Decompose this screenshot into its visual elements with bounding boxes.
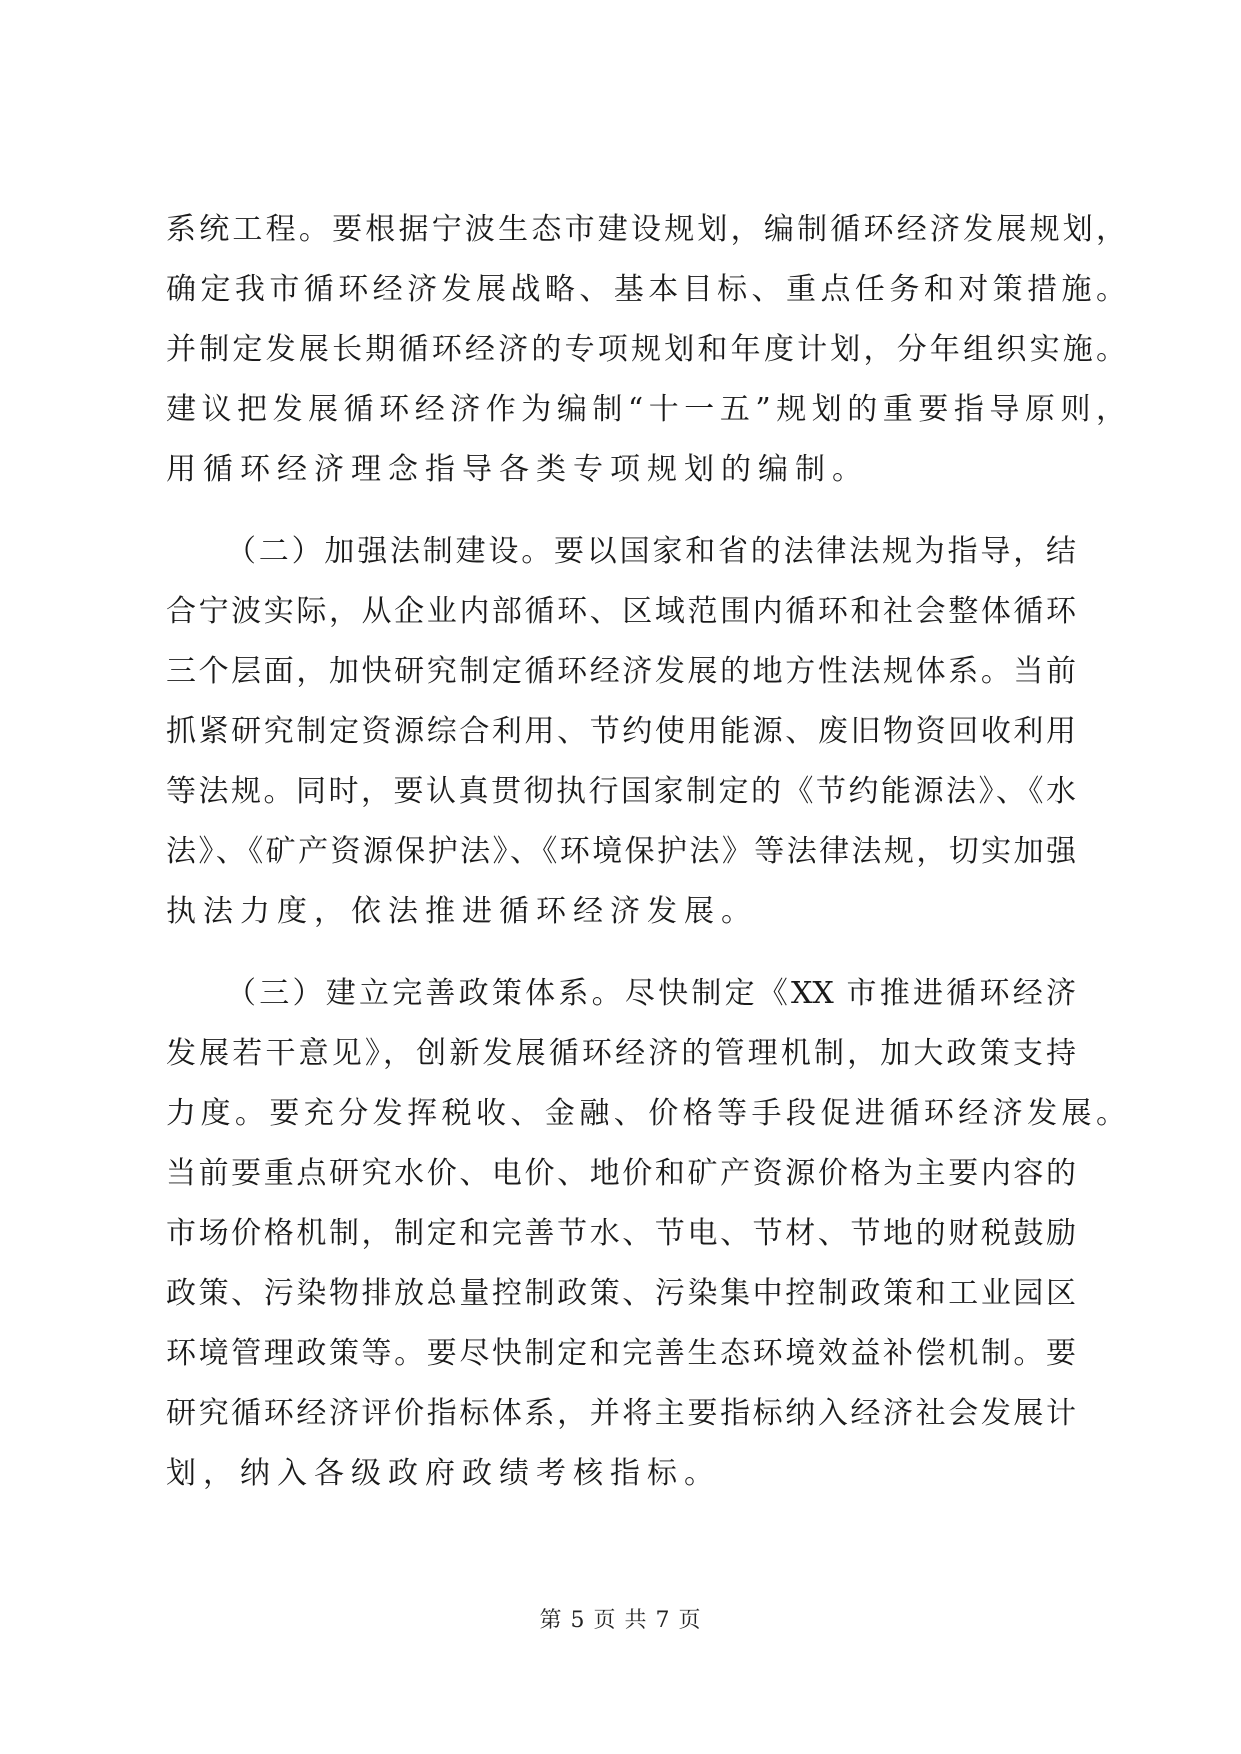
- paragraph-line: 三个层面，加快研究制定循环经济发展的地方性法规体系。当前: [166, 654, 1076, 689]
- paragraph-line: 等法规。同时，要认真贯彻执行国家制定的《节约能源法》、《水: [166, 774, 1076, 809]
- paragraph-line: （三）建立完善政策体系。尽快制定《XX 市推进循环经济: [226, 976, 1076, 1011]
- paragraph-line: （二）加强法制建设。要以国家和省的法律法规为指导，结: [226, 534, 1076, 569]
- paragraph-line: 力度。要充分发挥税收、金融、价格等手段促进循环经济发展。: [166, 1096, 1126, 1131]
- paragraph-line: 当前要重点研究水价、电价、地价和矿产资源价格为主要内容的: [166, 1156, 1076, 1191]
- paragraph-line: 市场价格机制，制定和完善节水、节电、节材、节地的财税鼓励: [166, 1216, 1076, 1251]
- paragraph-line: 并制定发展长期循环经济的专项规划和年度计划，分年组织实施。: [166, 332, 1126, 367]
- paragraph-line: 执法力度，依法推进循环经济发展。: [166, 894, 758, 929]
- paragraph-line: 用循环经济理念指导各类专项规划的编制。: [166, 452, 869, 487]
- paragraph-line: 法》、《矿产资源保护法》、《环境保护法》等法律法规，切实加强: [166, 834, 1076, 869]
- paragraph-line: 划，纳入各级政府政绩考核指标。: [166, 1456, 721, 1491]
- paragraph-line: 确定我市循环经济发展战略、基本目标、重点任务和对策措施。: [166, 272, 1126, 307]
- paragraph-line: 政策、污染物排放总量控制政策、污染集中控制政策和工业园区: [166, 1276, 1076, 1311]
- paragraph-line: 环境管理政策等。要尽快制定和完善生态环境效益补偿机制。要: [166, 1336, 1076, 1371]
- paragraph-line: 发展若干意见》，创新发展循环经济的管理机制，加大政策支持: [166, 1036, 1076, 1071]
- page-number-footer: 第 5 页 共 7 页: [539, 1608, 702, 1633]
- paragraph-line: 抓紧研究制定资源综合利用、节约使用能源、废旧物资回收利用: [166, 714, 1076, 749]
- paragraph-line: 系统工程。要根据宁波生态市建设规划，编制循环经济发展规划，: [166, 212, 1126, 247]
- paragraph-line: 建议把发展循环经济作为编制“十一五”规划的重要指导原则，: [166, 392, 1126, 427]
- paragraph-line: 合宁波实际，从企业内部循环、区域范围内循环和社会整体循环: [166, 594, 1076, 629]
- paragraph-line: 研究循环经济评价指标体系，并将主要指标纳入经济社会发展计: [166, 1396, 1076, 1431]
